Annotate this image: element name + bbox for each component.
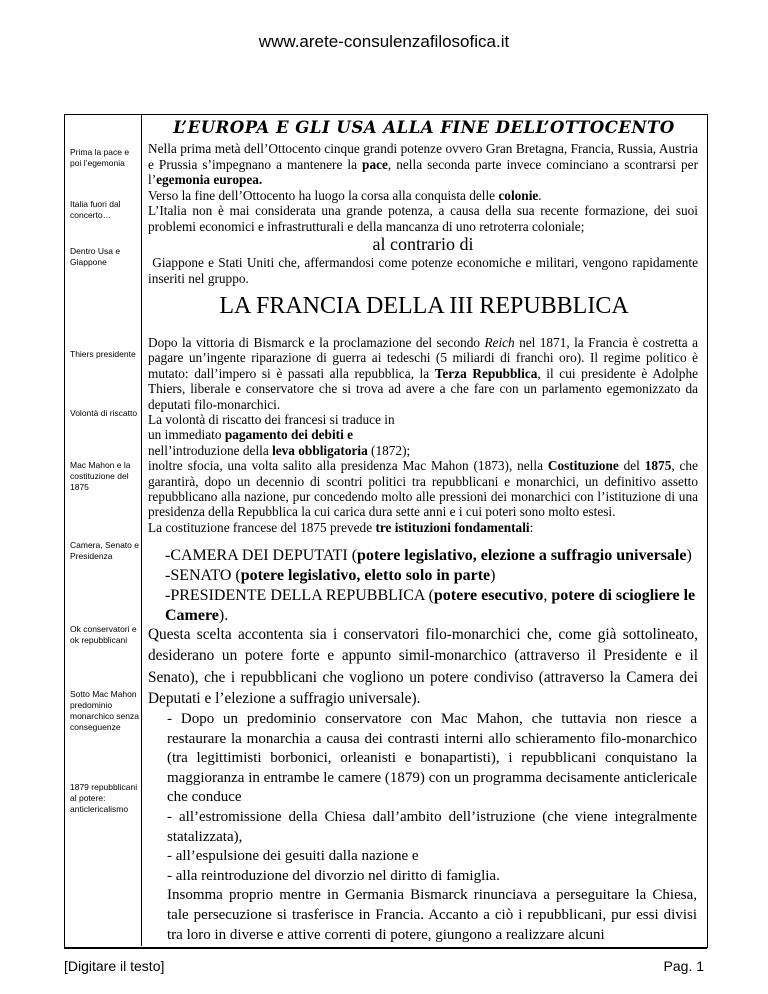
- list-item: -SENATO (potere legislativo, eletto solo in parte): [165, 567, 496, 584]
- list-item: -PRESIDENTE DELLA REPUBBLICA (potere esecutivo, potere di sciogliere le Camere).: [165, 587, 696, 624]
- sidenote-predominio: Sotto Mac Mahon predominio monarchico senza conseguenze: [70, 689, 139, 732]
- sidenote-riscatto: Volontà di riscatto: [70, 408, 138, 418]
- section2-intro: Dopo la vittoria di Bismarck e la proclamazione del secondo Reich nel 1871, la Francia è costretta a pagare un’ingente riparazione di guerra ai tedeschi (5 miliardi di franchi oro). Il regime politico è mutato: dall’impero si è passati alla repubblica, la Terza Repubblica, il cui presidente è Adolphe Thiers, liberale e conservatore che si trova ad avere a che fare con un parlamento egemonizzato da deputati filo-monarchici. La volontà di riscatto dei francesi si traduce in un immediato pagamento dei debiti e nell’introduzione della leva obbligatoria (1872); inoltre sfocia, una volta salito alla presidenza Mac Mahon (1873), nella Costituzione del 1875, che garantirà, dopo un decennio di scontri politici tra repubblicani e monarchici, un definitivo assetto repubblicano alla nazione, pur concedendo molto alle pressioni dei monarchici con l’istituzione di una presidenza della Repubblica la cui carica dura sette anni e i cui poteri sono molto estesi. La costituzione francese del 1875 prevede tre istituzioni fondamentali:: [148, 335, 698, 535]
- section1-closing: Giappone e Stati Uniti che, affermandosi come potenze economiche e militari, vengono rapidamente inseriti nel gruppo.: [148, 255, 698, 286]
- section2-para2: Questa scelta accontenta sia i conservatori filo-monarchici che, come già sottolineato, desiderano un potere forte e appunto simil-monarchico (attraverso il Presidente e il Senato), che i repubblicani che vogliono un potere condiviso (attraverso la Camera dei Deputati e l’elezione a suffragio universale).: [148, 626, 698, 708]
- list-item: -CAMERA DEI DEPUTATI (potere legislativo, elezione a suffragio universale): [165, 547, 692, 564]
- site-header: www.arete-consulenzafilosofica.it: [258, 32, 510, 51]
- sidenote-1879: 1879 repubblicani al potere: anticlericalismo: [70, 782, 138, 814]
- footer-rule: [64, 947, 707, 949]
- contrast-line: al contrario di: [372, 234, 474, 254]
- sidenote-thiers: Thiers presidente: [70, 349, 136, 359]
- sidenote-macmahon: Mac Mahon e la costituzione del 1875: [70, 460, 131, 492]
- sidenote-usa-giappone: Dentro Usa e Giappone: [70, 246, 121, 267]
- section2-title: LA FRANCIA DELLA III REPUBBLICA: [219, 293, 629, 319]
- section2-para3: - Dopo un predominio conservatore con Mac Mahon, che tuttavia non riesce a restaurare la monarchia a causa dei contrasti interni allo schieramento filo-monarchico (tra legittimisti borbonici, orleanisti e bonapartisti), i repubblicani conquistano la maggioranza in entrambe le camere (1879) con un programma decisamente anticlericale che conduce - all’estromissione della Chiesa dall’ambito dell’istruzione (che viene integralmente statalizzata), - all’espulsione dei gesuiti dalla nazione e - alla reintroduzione del divorzio nel diritto di famiglia. Insomma proprio mentre in Germania Bismarck rinunciava a perseguitare la Chiesa, tale persecuzione si trasferisce in Francia. Accanto a ciò i repubblicani, pur essi divisi tra loro in diverse e attive correnti di potere, giungono a realizzare alcuni: [167, 711, 697, 943]
- margin-divider: [141, 114, 142, 946]
- footer-placeholder: [Digitare il testo]: [64, 958, 165, 974]
- sidenote-italia: Italia fuori dal concerto…: [70, 199, 121, 220]
- section1-text: Nella prima metà dell’Ottocento cinque grandi potenze ovvero Gran Bretagna, Francia, Russia, Austria e Prussia s’impegnano a mantenere la pace, nella seconda parte invece cominciano a scontrarsi per l’egemonia europea. Verso la fine dell’Ottocento ha luogo la corsa alla conquista delle colonie. L’Italia non è mai considerata una grande potenza, a causa della sua recente formazione, dei suoi problemi economici e infrastrutturali e della mancanza di uno retroterra coloniale;: [148, 141, 698, 234]
- sidenote-camere: Camera, Senato e Presidenza: [70, 540, 139, 561]
- sidenote-ok: Ok conservatori e ok repubblicani: [70, 624, 137, 645]
- page-number: Pag. 1: [663, 958, 704, 974]
- sidenote-pace: Prima la pace e poi l’egemonia: [70, 147, 130, 168]
- section1-title: L’EUROPA E GLI USA ALLA FINE DELL’OTTOCENTO: [173, 118, 675, 137]
- institutions-list: [165, 546, 700, 626]
